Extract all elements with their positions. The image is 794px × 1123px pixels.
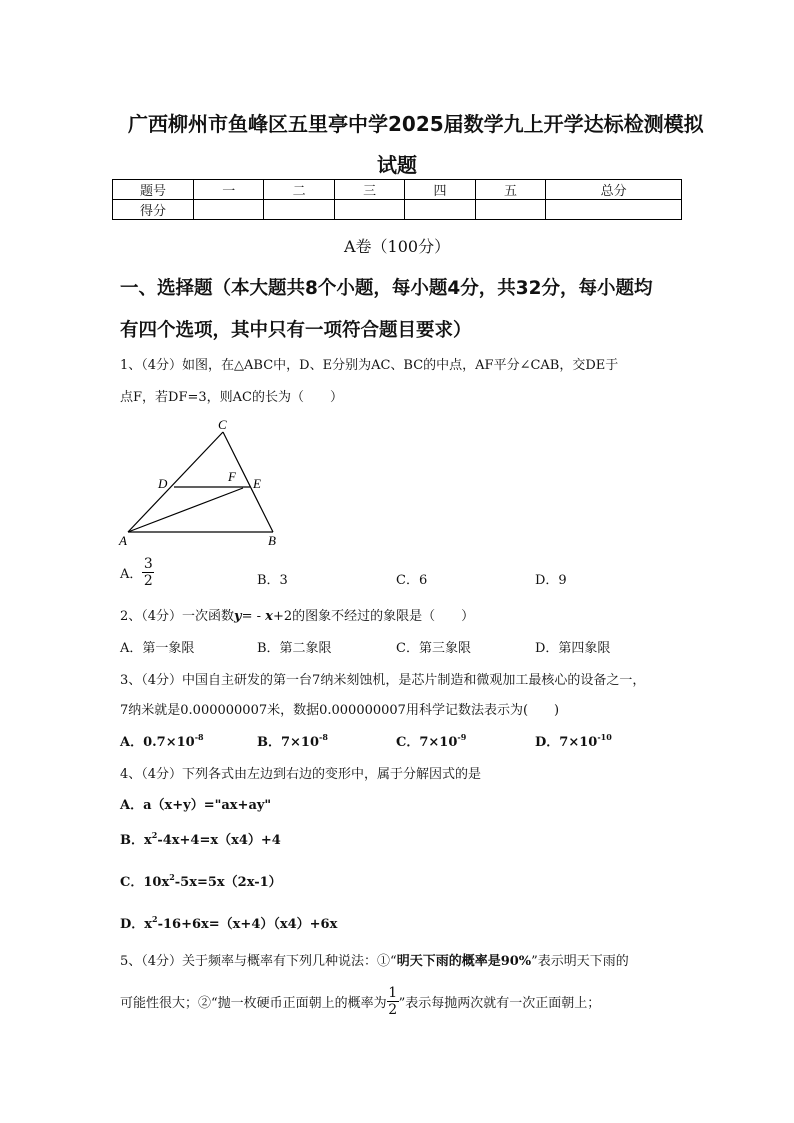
- score-header-cell: 题号: [113, 180, 194, 200]
- q4-option-b-pre: B．x: [120, 833, 152, 848]
- exam-title-line1: 广西柳州市鱼峰区五里亭中学2025届数学九上开学达标检测模拟: [128, 112, 704, 136]
- q5-line1-pre: 5、（4分）关于频率与概率有下列几种说法：①“: [120, 954, 397, 969]
- score-row-label: 得分: [113, 200, 194, 220]
- fraction-numerator: 1: [388, 985, 398, 1001]
- score-header-cell: 二: [264, 180, 334, 200]
- score-table: [112, 179, 682, 220]
- score-cell: [475, 200, 545, 220]
- q2-var-x: x: [265, 609, 273, 624]
- q2-stem: [120, 605, 474, 624]
- score-header-cell: 一: [194, 180, 264, 200]
- q3-option-d-exponent: -10: [597, 732, 612, 742]
- fraction-denominator: 2: [388, 1002, 398, 1018]
- section-one-heading-line2: 有四个选项，其中只有一项符合题目要求）: [120, 320, 472, 341]
- score-cell: [405, 200, 475, 220]
- q5-stem-line2: [120, 985, 600, 1018]
- q2-stem-rest: +2的图象不经过的象限是（ ）: [272, 609, 475, 624]
- q4-option-c-pre: C．10x: [120, 875, 170, 890]
- fraction-numerator: 3: [143, 556, 153, 572]
- fraction-three-halves: [142, 556, 154, 589]
- q3-stem-line1: 3、（4分）中国自主研发的第一台7纳米刻蚀机，是芯片制造和微观加工最核心的设备之一，: [120, 673, 646, 688]
- q5-line1-post: ”表示明天下雨的: [531, 954, 629, 969]
- label-b: B: [268, 533, 276, 548]
- score-cell: [264, 200, 334, 220]
- q4-stem: 4、（4分）下列各式由左边到右边的变形中，属于分解因式的是: [120, 767, 482, 782]
- q3-option-c-exponent: -9: [457, 732, 467, 742]
- q2-var-y: y: [234, 609, 242, 624]
- q4-option-b[interactable]: [120, 829, 281, 848]
- q3-option-d-base: D．7×10: [535, 735, 598, 750]
- q2-option-b[interactable]: B．第二象限: [257, 641, 332, 656]
- q1-option-d[interactable]: D．9: [535, 573, 567, 588]
- q1-stem-line2: 点F，若DF=3，则AC的长为（ ）: [120, 390, 343, 405]
- label-c: C: [218, 417, 227, 432]
- q4-option-d[interactable]: [120, 913, 337, 932]
- score-cell: [194, 200, 264, 220]
- segment-af: [128, 488, 243, 532]
- q4-option-d-sup: 2: [152, 914, 158, 924]
- q3-option-a[interactable]: [120, 731, 204, 750]
- q3-option-b[interactable]: [257, 731, 328, 750]
- q1-option-a-label: A．: [120, 567, 143, 582]
- score-header-cell: 总分: [546, 180, 682, 200]
- q4-option-c[interactable]: [120, 871, 282, 890]
- q4-option-b-sup: 2: [151, 830, 158, 840]
- q3-stem-line2: 7纳米就是0.000000007米，数据0.000000007用科学记数法表示为( ): [120, 703, 560, 718]
- q3-option-c-base: C．7×10: [396, 735, 458, 750]
- q2-option-c[interactable]: C．第三象限: [396, 641, 471, 656]
- q3-option-a-base: A．0.7×10: [120, 735, 195, 750]
- q3-option-b-base: B．7×10: [257, 735, 320, 750]
- q5-line2-post: ”表示每抛两次就有一次正面朝上；: [398, 996, 601, 1011]
- q4-option-c-post: -5x=5x（2x-1）: [174, 875, 282, 890]
- q4-option-b-post: -4x+4=x（x4）+4: [157, 833, 281, 848]
- label-d: D: [158, 476, 168, 491]
- label-f: F: [228, 469, 236, 484]
- fraction-denominator: 2: [143, 573, 153, 589]
- q3-option-b-exponent: -8: [319, 732, 328, 742]
- label-e: E: [253, 476, 261, 491]
- q4-option-d-pre: D．x: [120, 917, 153, 932]
- q5-line2-pre: 可能性很大；②“抛一枚硬币正面朝上的概率为: [120, 996, 387, 1011]
- q2-option-a[interactable]: A．第一象限: [120, 641, 195, 656]
- q3-option-a-exponent: -8: [194, 732, 204, 742]
- fraction-one-half: [387, 985, 399, 1018]
- q1-stem-line1: 1、（4分）如图，在△ABC中，D、E分别为AC、BC的中点，AF平分∠CAB，交DE于: [120, 358, 619, 373]
- side-ac: [128, 432, 223, 532]
- score-cell: [334, 200, 404, 220]
- q2-stem-mid: = -: [241, 609, 266, 624]
- exam-title-line2: 试题: [377, 153, 417, 177]
- q1-triangle-figure: [110, 412, 290, 552]
- q1-option-a[interactable]: [120, 556, 154, 589]
- score-header-cell: 五: [475, 180, 545, 200]
- q2-stem-prefix: 2、（4分）一次函数: [120, 609, 235, 624]
- q5-stem-line1: [120, 950, 629, 969]
- q1-option-c[interactable]: C．6: [396, 573, 428, 588]
- section-a-heading: A卷（100分）: [344, 237, 451, 256]
- q5-line1-bold: 明天下雨的概率是90%: [396, 954, 532, 969]
- score-header-cell: 四: [405, 180, 475, 200]
- q4-option-c-sup: 2: [169, 872, 175, 882]
- label-a: A: [119, 533, 127, 548]
- section-one-heading-line1: 一、选择题（本大题共8个小题，每小题4分，共32分，每小题均: [120, 278, 653, 299]
- score-table-score-row: [113, 200, 682, 220]
- score-cell: [546, 200, 682, 220]
- q2-option-d[interactable]: D．第四象限: [535, 641, 611, 656]
- q3-option-d[interactable]: [535, 731, 612, 750]
- score-table-header-row: [113, 180, 682, 200]
- q1-option-b[interactable]: B．3: [257, 573, 288, 588]
- q4-option-a[interactable]: A．a（x+y）="ax+ay": [120, 798, 272, 813]
- q3-option-c[interactable]: [396, 731, 466, 750]
- score-header-cell: 三: [334, 180, 404, 200]
- q4-option-d-post: -16+6x=（x+4）（x4）+6x: [157, 917, 338, 932]
